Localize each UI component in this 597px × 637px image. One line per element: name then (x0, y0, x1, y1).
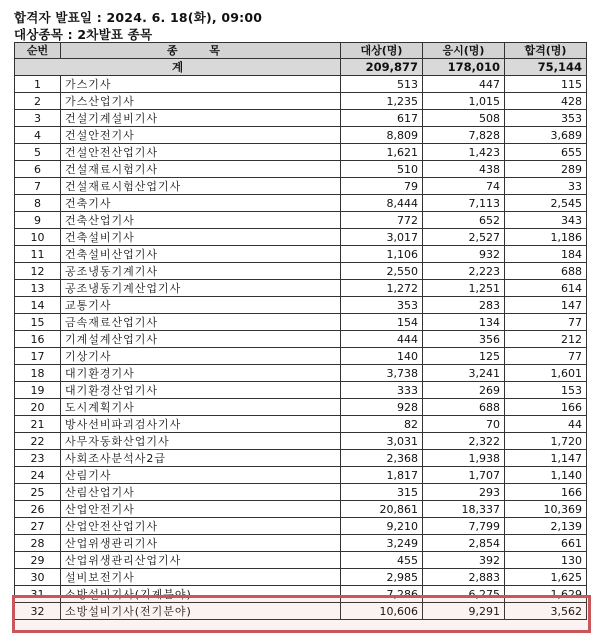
table-row (15, 535, 587, 552)
passed-count: 130 (505, 552, 587, 569)
subject-name: 방사선비파괴검사기사 (61, 416, 341, 433)
applied-count: 2,322 (423, 433, 505, 450)
target-count: 3,249 (341, 535, 423, 552)
target-count: 1,621 (341, 144, 423, 161)
subject-name: 기계설계산업기사 (61, 331, 341, 348)
subject-name: 설비보전기사 (61, 569, 341, 586)
target-count: 3,738 (341, 365, 423, 382)
applied-count: 1,938 (423, 450, 505, 467)
row-number: 27 (15, 518, 61, 535)
row-number: 5 (15, 144, 61, 161)
applied-count: 125 (423, 348, 505, 365)
passed-count: 77 (505, 314, 587, 331)
table-row (15, 229, 587, 246)
target-count: 79 (341, 178, 423, 195)
row-number: 11 (15, 246, 61, 263)
subject-name: 사무자동화산업기사 (61, 433, 341, 450)
subject-name: 산림기사 (61, 467, 341, 484)
table-row (15, 127, 587, 144)
table-row (15, 110, 587, 127)
col-header-passed: 합격(명) (505, 43, 587, 59)
row-number: 3 (15, 110, 61, 127)
passed-count: 614 (505, 280, 587, 297)
passed-count: 184 (505, 246, 587, 263)
subject-name: 건축기사 (61, 195, 341, 212)
applied-count: 1,423 (423, 144, 505, 161)
row-number: 28 (15, 535, 61, 552)
subject-name: 도시계획기사 (61, 399, 341, 416)
row-number: 20 (15, 399, 61, 416)
target-count: 7,286 (341, 586, 423, 603)
target-count: 1,272 (341, 280, 423, 297)
passed-count: 1,140 (505, 467, 587, 484)
row-number: 17 (15, 348, 61, 365)
target-count: 8,809 (341, 127, 423, 144)
applied-count: 688 (423, 399, 505, 416)
col-header-subject: 종 목 (61, 43, 341, 59)
passed-count: 10,369 (505, 501, 587, 518)
table-row (15, 416, 587, 433)
row-number: 8 (15, 195, 61, 212)
table-row (15, 569, 587, 586)
target-count: 2,368 (341, 450, 423, 467)
row-number: 18 (15, 365, 61, 382)
passed-count: 1,625 (505, 569, 587, 586)
row-number: 24 (15, 467, 61, 484)
passed-count: 343 (505, 212, 587, 229)
target-count: 617 (341, 110, 423, 127)
row-number: 2 (15, 93, 61, 110)
table-row (15, 586, 587, 603)
target-count: 154 (341, 314, 423, 331)
passed-count: 1,186 (505, 229, 587, 246)
passed-count: 655 (505, 144, 587, 161)
passed-count: 2,545 (505, 195, 587, 212)
subject-name: 산업위생관리기사 (61, 535, 341, 552)
target-count: 333 (341, 382, 423, 399)
passed-count: 1,147 (505, 450, 587, 467)
table-row (15, 399, 587, 416)
subject-name: 산업위생관리산업기사 (61, 552, 341, 569)
subject-name: 건설기계설비기사 (61, 110, 341, 127)
announcement-date: 합격자 발표일 : 2024. 6. 18(화), 09:00 (14, 10, 263, 25)
table-row (15, 161, 587, 178)
subject-name: 공조냉동기계산업기사 (61, 280, 341, 297)
applied-count: 70 (423, 416, 505, 433)
passed-count: 33 (505, 178, 587, 195)
row-number: 14 (15, 297, 61, 314)
subject-name: 교통기사 (61, 297, 341, 314)
table-row (15, 484, 587, 501)
passed-count: 1,601 (505, 365, 587, 382)
applied-count: 447 (423, 76, 505, 93)
subject-name: 가스산업기사 (61, 93, 341, 110)
row-number: 26 (15, 501, 61, 518)
subject-name: 금속재료산업기사 (61, 314, 341, 331)
passed-count: 688 (505, 263, 587, 280)
table-row (15, 348, 587, 365)
total-passed: 75,144 (505, 59, 587, 76)
subject-name: 건설안전기사 (61, 127, 341, 144)
subject-name: 기상기사 (61, 348, 341, 365)
table-row (15, 144, 587, 161)
applied-count: 2,223 (423, 263, 505, 280)
row-number: 7 (15, 178, 61, 195)
subject-name: 건축설비기사 (61, 229, 341, 246)
target-count: 10,606 (341, 603, 423, 620)
passed-count: 153 (505, 382, 587, 399)
table-row (15, 501, 587, 518)
row-number: 19 (15, 382, 61, 399)
table-row (15, 76, 587, 93)
target-count: 510 (341, 161, 423, 178)
target-count: 2,550 (341, 263, 423, 280)
target-count: 353 (341, 297, 423, 314)
passed-count: 3,689 (505, 127, 587, 144)
subject-name: 대기환경기사 (61, 365, 341, 382)
table-row (15, 297, 587, 314)
target-count: 3,017 (341, 229, 423, 246)
table-row (15, 518, 587, 535)
applied-count: 438 (423, 161, 505, 178)
total-applied: 178,010 (423, 59, 505, 76)
row-number: 25 (15, 484, 61, 501)
target-count: 8,444 (341, 195, 423, 212)
subject-name: 건축설비산업기사 (61, 246, 341, 263)
subject-name: 사회조사분석사2급 (61, 450, 341, 467)
passed-count: 147 (505, 297, 587, 314)
applied-count: 74 (423, 178, 505, 195)
target-count: 455 (341, 552, 423, 569)
target-count: 2,985 (341, 569, 423, 586)
subject-name: 건설안전산업기사 (61, 144, 341, 161)
subject-name: 대기환경산업기사 (61, 382, 341, 399)
table-row (15, 280, 587, 297)
target-count: 772 (341, 212, 423, 229)
subject-name: 건축산업기사 (61, 212, 341, 229)
table-row (15, 552, 587, 569)
applied-count: 2,854 (423, 535, 505, 552)
applied-count: 134 (423, 314, 505, 331)
target-count: 9,210 (341, 518, 423, 535)
target-count: 20,861 (341, 501, 423, 518)
subject-name: 공조냉동기계기사 (61, 263, 341, 280)
applied-count: 356 (423, 331, 505, 348)
passed-count: 661 (505, 535, 587, 552)
passed-count: 428 (505, 93, 587, 110)
applied-count: 1,251 (423, 280, 505, 297)
col-header-applied: 응시(명) (423, 43, 505, 59)
passed-count: 166 (505, 484, 587, 501)
subject-name: 건설재료시험산업기사 (61, 178, 341, 195)
passed-count: 44 (505, 416, 587, 433)
table-row (15, 195, 587, 212)
applied-count: 392 (423, 552, 505, 569)
table-row (15, 450, 587, 467)
table-row (15, 263, 587, 280)
table-row (15, 178, 587, 195)
row-number: 9 (15, 212, 61, 229)
row-number: 30 (15, 569, 61, 586)
target-count: 1,235 (341, 93, 423, 110)
passed-count: 115 (505, 76, 587, 93)
row-number: 10 (15, 229, 61, 246)
applied-count: 293 (423, 484, 505, 501)
table-row (15, 212, 587, 229)
passed-count: 1,629 (505, 586, 587, 603)
row-number: 6 (15, 161, 61, 178)
applied-count: 269 (423, 382, 505, 399)
applied-count: 2,527 (423, 229, 505, 246)
applied-count: 508 (423, 110, 505, 127)
applied-count: 283 (423, 297, 505, 314)
applied-count: 1,707 (423, 467, 505, 484)
row-number: 29 (15, 552, 61, 569)
col-header-target: 대상(명) (341, 43, 423, 59)
passed-count: 2,139 (505, 518, 587, 535)
row-number: 1 (15, 76, 61, 93)
applied-count: 7,799 (423, 518, 505, 535)
subject-name: 소방설비기사(기계분야) (61, 586, 341, 603)
row-number: 22 (15, 433, 61, 450)
results-table (14, 42, 587, 620)
applied-count: 652 (423, 212, 505, 229)
target-count: 140 (341, 348, 423, 365)
row-number: 16 (15, 331, 61, 348)
applied-count: 3,241 (423, 365, 505, 382)
applied-count: 7,828 (423, 127, 505, 144)
subject-name: 건설재료시험기사 (61, 161, 341, 178)
table-row (15, 433, 587, 450)
passed-count: 77 (505, 348, 587, 365)
target-count: 513 (341, 76, 423, 93)
passed-count: 1,720 (505, 433, 587, 450)
row-number: 23 (15, 450, 61, 467)
subject-name: 산업안전기사 (61, 501, 341, 518)
table-row (15, 467, 587, 484)
target-count: 315 (341, 484, 423, 501)
applied-count: 9,291 (423, 603, 505, 620)
applied-count: 1,015 (423, 93, 505, 110)
table-row (15, 382, 587, 399)
target-count: 3,031 (341, 433, 423, 450)
table-row (15, 603, 587, 620)
subject-name: 소방설비기사(전기분야) (61, 603, 341, 620)
applied-count: 7,113 (423, 195, 505, 212)
row-number: 13 (15, 280, 61, 297)
total-target: 209,877 (341, 59, 423, 76)
row-number: 12 (15, 263, 61, 280)
total-row (15, 59, 587, 76)
table-row (15, 365, 587, 382)
row-number: 32 (15, 603, 61, 620)
target-count: 1,817 (341, 467, 423, 484)
total-label: 계 (15, 59, 341, 76)
applied-count: 18,337 (423, 501, 505, 518)
passed-count: 289 (505, 161, 587, 178)
table-header-row (15, 43, 587, 59)
row-number: 15 (15, 314, 61, 331)
subject-name: 가스기사 (61, 76, 341, 93)
row-number: 4 (15, 127, 61, 144)
table-row (15, 93, 587, 110)
target-count: 82 (341, 416, 423, 433)
applied-count: 932 (423, 246, 505, 263)
passed-count: 166 (505, 399, 587, 416)
row-number: 21 (15, 416, 61, 433)
applied-count: 2,883 (423, 569, 505, 586)
applied-count: 6,275 (423, 586, 505, 603)
row-number: 31 (15, 586, 61, 603)
table-row (15, 331, 587, 348)
passed-count: 353 (505, 110, 587, 127)
target-count: 928 (341, 399, 423, 416)
col-header-no: 순번 (15, 43, 61, 59)
target-count: 444 (341, 331, 423, 348)
subject-name: 산업안전산업기사 (61, 518, 341, 535)
passed-count: 3,562 (505, 603, 587, 620)
subject-name: 산림산업기사 (61, 484, 341, 501)
table-row (15, 246, 587, 263)
target-count: 1,106 (341, 246, 423, 263)
table-row (15, 314, 587, 331)
passed-count: 212 (505, 331, 587, 348)
target-subjects: 대상종목 : 2차발표 종목 (14, 27, 153, 42)
